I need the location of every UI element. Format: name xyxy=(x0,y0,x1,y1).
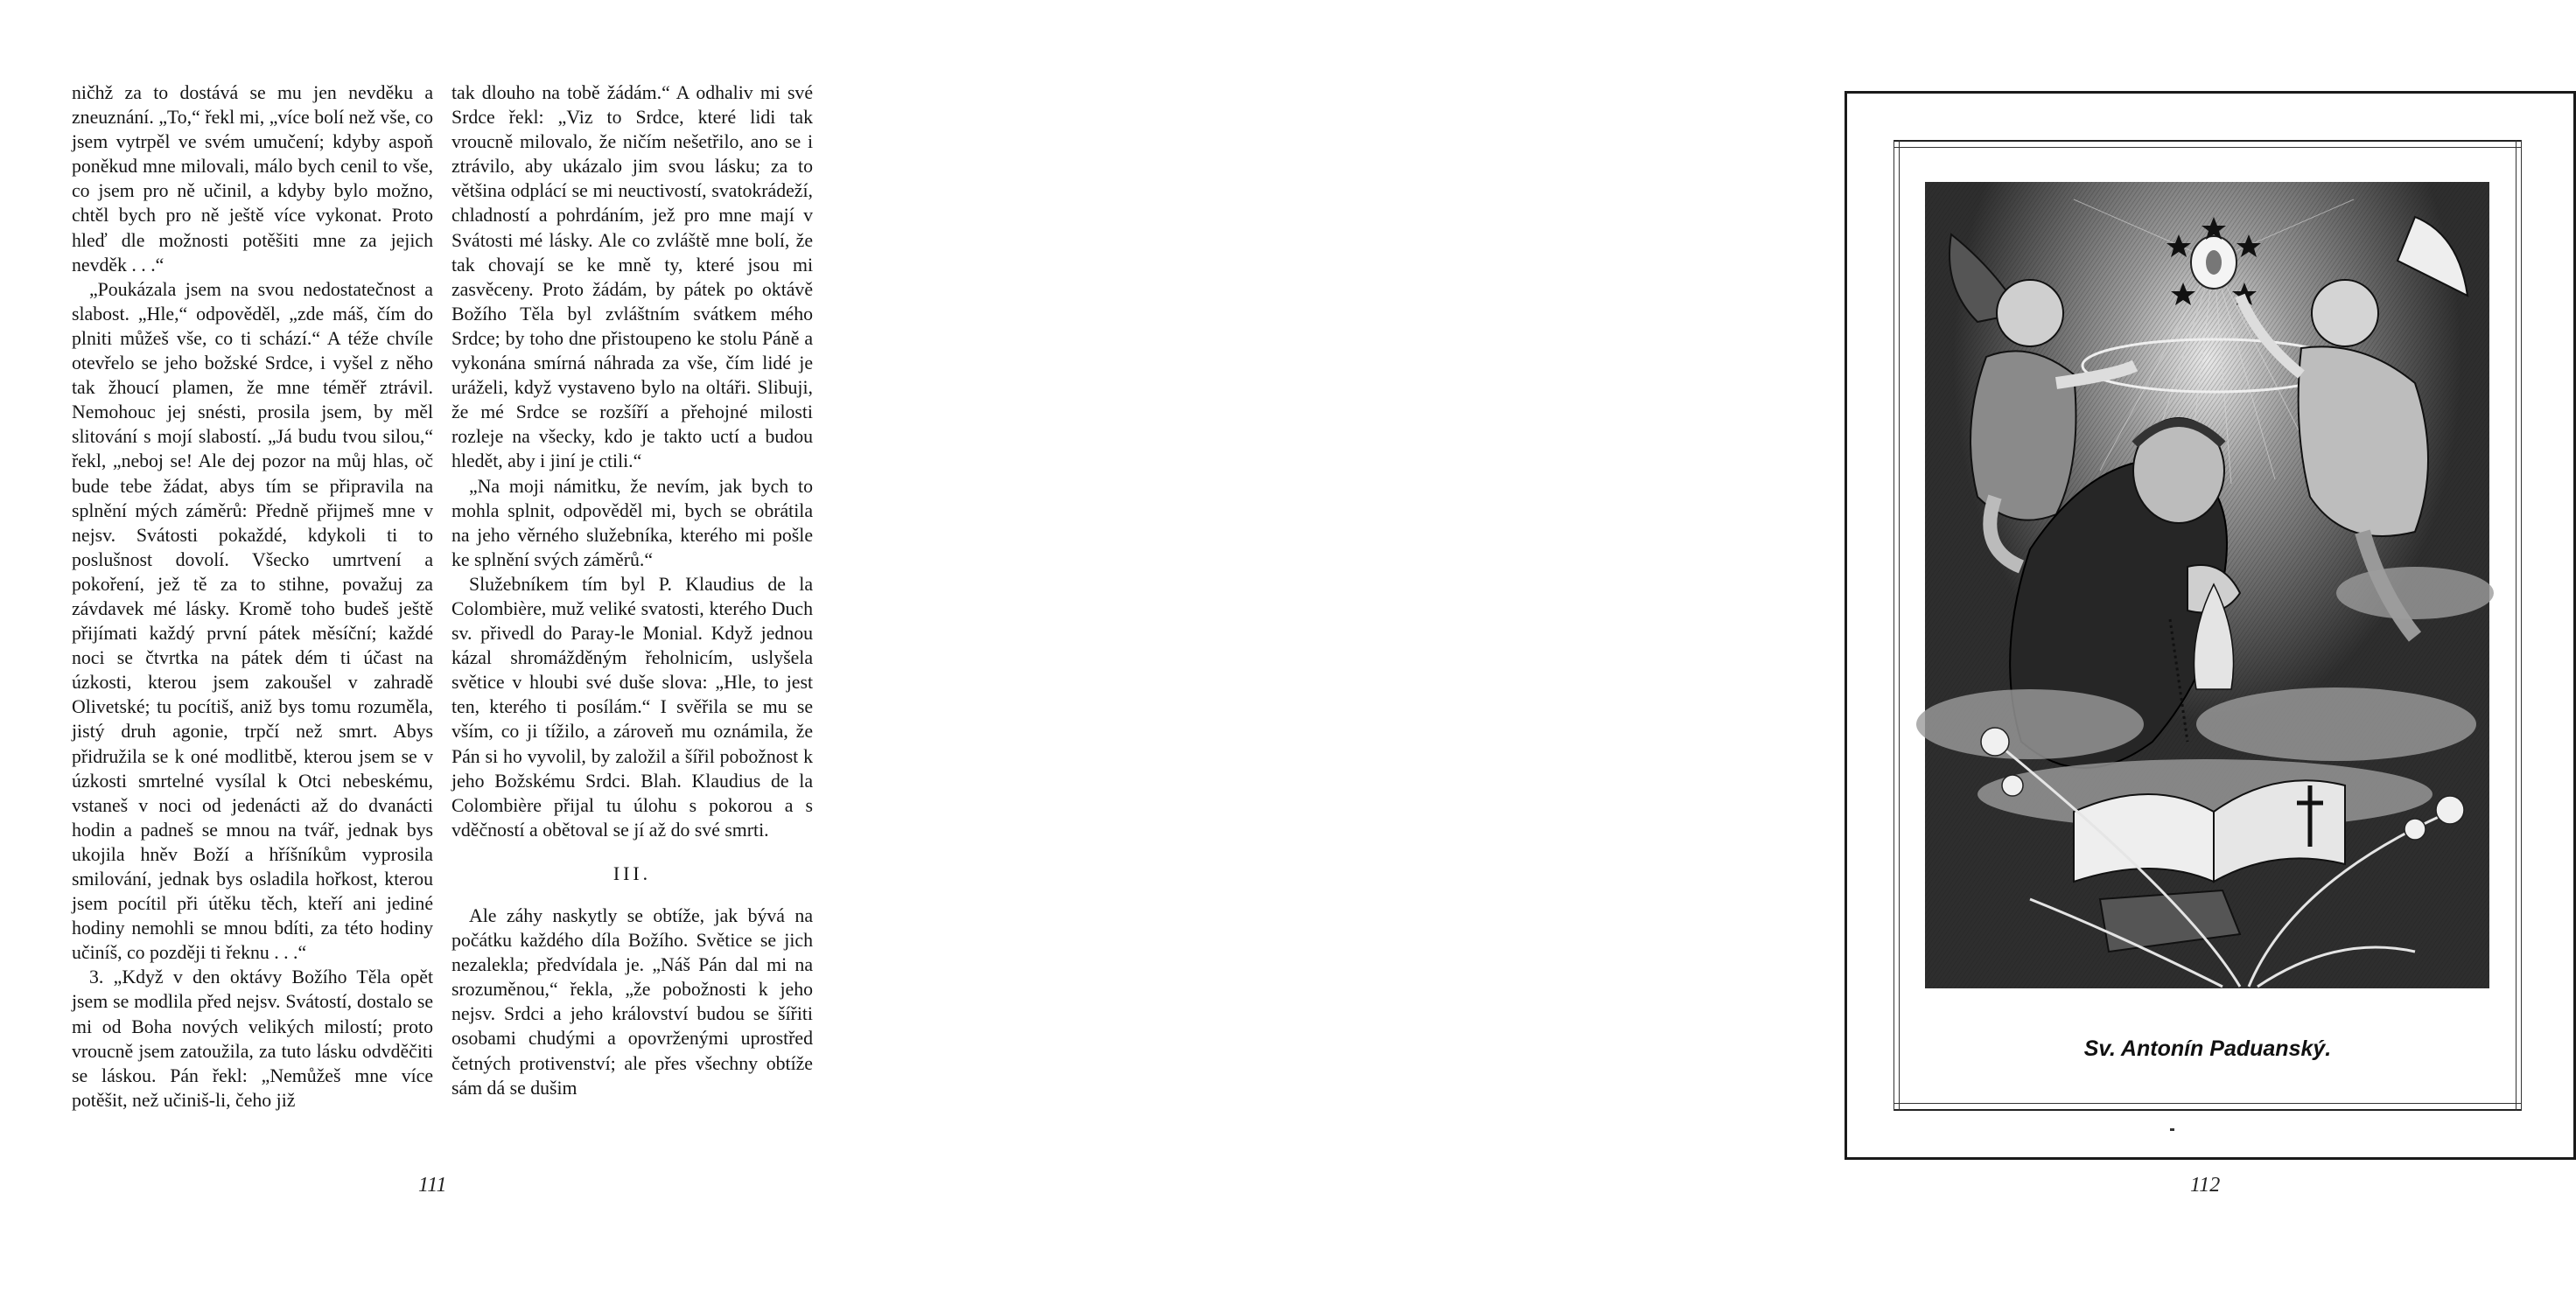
frame-rule-bottom-thin xyxy=(1894,1103,2522,1104)
paragraph: tak dlouho na tobě žádám.“ A odhaliv mi své Srdce řekl: „Viz to Srdce, které lidi tak vroucně milovalo, že ničím nešetřilo, ano se i ztrávilo, aby ukázalo jim svou lásku; za to většina odplácí se mi neuctivostí, svatokrádeží, chladností a pohrdáním, jež pro mne mají v Svátosti mé lásky. Ale co zvláště mne bolí, že tak chovají se ke mně ty, které jsou mi zasvěceny. Proto žádám, by pátek po oktávě Božího Těla byl zvláštním svátkem mého Srdce; by toho dne přistoupeno ke stolu Páně a vykonána smírná náhrada za vše, čím lidé je uráželi, když vystaveno bylo na oltáři. Slibuji, že mé Srdce se rozšíří a přehojné milosti rozleje na všecky, kdo je takto uctí a budou hledět, aby i jiní je ctili.“ xyxy=(452,82,813,472)
engraving-svg xyxy=(1925,182,2489,988)
text-column-1 xyxy=(72,80,433,1113)
section-heading: III. xyxy=(612,862,652,884)
page-number-left: 111 xyxy=(418,1174,447,1197)
paragraph: 3. „Když v den oktávy Božího Těla opět jsem se modlila před nejsv. Svátostí, dostalo se mi od Boha nových velikých milostí; proto vroucně jsem zatoužila, za tuto lásku odvděčiti se láskou. Pán řekl: „Nemůžeš mne více potěšit, než učiniš-li, čeho již xyxy=(72,967,433,1111)
paragraph: „Na moji námitku, že nevím, jak bych to mohla splnit, odpověděl mi, bych se obrátila na jeho věrného služebníka, kterého mi pošle ke splnění svých záměrů.“ xyxy=(452,475,813,570)
page-number-right: 112 xyxy=(2190,1174,2221,1197)
frame-rule-top xyxy=(1894,140,2522,142)
frame-rule-top-thin xyxy=(1894,147,2522,148)
host-center xyxy=(2206,250,2222,275)
plate-caption: Sv. Antonín Paduanský. xyxy=(2083,1036,2332,1061)
left-page xyxy=(0,0,875,1312)
paragraph: ničhž za to dostává se mu jen nevděku a zneuznání. „To,“ řekl mi, „více bolí než vše, co jsem vytrpěl ve svém umučení; kdyby aspoň poněkud mne milovali, málo bych cenil to vše, co jsem pro ně učinil, a kdyby bylo možno, chtěl bych pro ně ještě více vykonat. Proto hleď dle možnosti potěšiti mne za jejich nevděk . . .“ xyxy=(72,82,433,276)
saint-anthony-engraving xyxy=(1925,182,2489,988)
frame-rule-bottom xyxy=(1894,1109,2522,1111)
text-column-2 xyxy=(452,80,813,1100)
paragraph: Služebníkem tím byl P. Klaudius de la Colombière, muž veliké svatosti, kterého Duch sv. přivedl do Paray-le Monial. Když jednou kázal shromážděným řeholnicím, uslyšela světice v hloubi své duše slova: „Hle, to jest ten, kterého ti posílám.“ I svěřila se mu se vším, co ji tížilo, a zároveň mu oznámila, že Pán si ho vyvolil, by založil a šířil pobožnost k jeho Božskému Srdci. Blah. Klaudius de la Colombière přijal tu úlohu s pokorou a s vděčností a obětoval se jí až do své smrti. xyxy=(452,573,813,841)
plate-dot xyxy=(2170,1128,2174,1131)
paragraph: Ale záhy naskytly se obtíže, jak bývá na počátku každého díla Božího. Světice se jich nezalekla; předvídala je. „Náš Pán dal mi na srozuměnou,“ řekla, „že pobožnosti k jeho nejsv. Srdci a jeho království budou se šířiti osobami chudými a opovrženými uprostřed četných protivenství; ale přes všechny obtíže sám dá se dušim xyxy=(452,905,813,1099)
paragraph: „Poukázala jsem na svou nedostatečnost a slabost. „Hle,“ odpověděl, „zde máš, čím do plniti můžeš vše, co ti schází.“ A téže chvíle otevřelo se jeho božské Srdce, i vyšel z něho tak žhoucí plamen, že mne téměř ztrávil. Nemohouc jej snésti, prosila jsem, by měl slitování s mojí slabostí. „Já budu tvou silou,“ řekl, „neboj se! Ale dej pozor na můj hlas, oč bude tebe žádat, abys tím se připravila na splnění mých záměrů: Předně přijmeš mne v nejsv. Svátosti pokaždé, kdykoli ti to poslušnost dovolí. Všecko umrtvení a pokoření, jež tě za to stihne, považuj za závdavek mé lásky. Kromě toho budeš ještě přijímati každý první pátek měsíční; každé noci se čtvrtka na pátek dém ti účast na úzkosti, kterou jsem zakoušel v zahradě Olivetské; tu pocítiš, aniž bys tomu rozuměla, jistý druh agonie, trpčí než smrt. Abys přidružila se k oné modlitbě, kterou jsem se v úzkosti smrtelné vysílal k Otci nebeskému, vstaneš v noci od jedenácti až do dvanácti hodin a padneš se mnou na tvář, jednak bys ukojila hněv Boží a hříšníkům vyprosila smilování, jednak bys osladila hořkost, kterou jsem pocítil při útěku těch, kteří ani jediné hodiny nemohli se mnou bdíti, za této hodiny učiníš, co později ti řeknu . . .“ xyxy=(72,278,433,964)
right-page xyxy=(875,0,2332,1312)
frame-rule-right xyxy=(2521,140,2522,1111)
frame-rule-left-thin xyxy=(1899,140,1900,1111)
